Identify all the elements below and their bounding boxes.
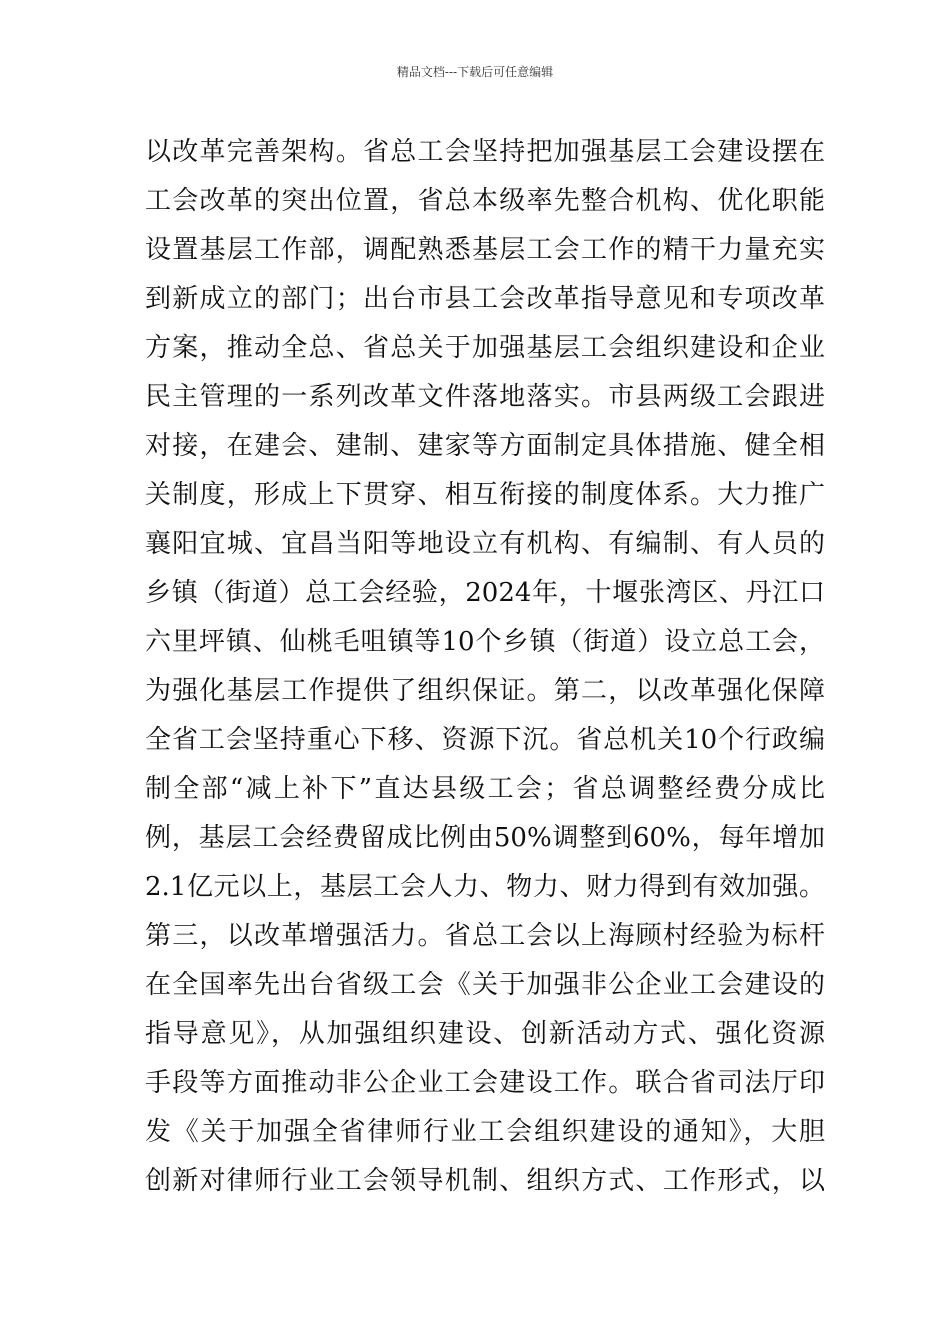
page-header: 精品文档---下载后可任意编辑: [396, 65, 554, 79]
text-line: 2.1亿元以上，基层工会人力、物力、财力得到有效加强。: [145, 872, 825, 902]
text-line: 制全部“减上补下”直达县级工会；省总调整经费分成比: [145, 774, 825, 804]
text-line: 例，基层工会经费留成比例由50%调整到60%，每年增加: [145, 823, 825, 853]
text-line: 手段等方面推动非公企业工会建设工作。联合省司法厅印: [145, 1068, 825, 1098]
text-line: 工会改革的突出位置，省总本级率先整合机构、优化职能: [145, 186, 825, 216]
text-line: 创新对律师行业工会领导机制、组织方式、工作形式，以: [145, 1166, 825, 1196]
text-line: 六里坪镇、仙桃毛咀镇等10个乡镇（街道）设立总工会，: [145, 627, 825, 657]
text-line: 民主管理的一系列改革文件落地落实。市县两级工会跟进: [145, 382, 825, 412]
text-line: 到新成立的部门；出台市县工会改革指导意见和专项改革: [145, 284, 825, 314]
text-line: 发《关于加强全省律师行业工会组织建设的通知》，大胆: [145, 1117, 825, 1147]
text-line: 设置基层工作部，调配熟悉基层工会工作的精干力量充实: [145, 235, 825, 265]
text-line: 对接，在建会、建制、建家等方面制定具体措施、健全相: [145, 431, 825, 461]
text-line: 为强化基层工作提供了组织保证。第二，以改革强化保障: [145, 676, 825, 706]
text-line: 全省工会坚持重心下移、资源下沉。省总机关10个行政编: [145, 725, 825, 755]
text-line: 襄阳宜城、宜昌当阳等地设立有机构、有编制、有人员的: [145, 529, 825, 559]
text-line: 以改革完善架构。省总工会坚持把加强基层工会建设摆在: [145, 137, 825, 167]
text-line: 第三，以改革增强活力。省总工会以上海顾村经验为标杆: [145, 921, 825, 951]
text-line: 关制度，形成上下贯穿、相互衔接的制度体系。大力推广: [145, 480, 825, 510]
body-text: [145, 128, 825, 1206]
text-line: 指导意见》，从加强组织建设、创新活动方式、强化资源: [145, 1019, 825, 1049]
text-line: 在全国率先出台省级工会《关于加强非公企业工会建设的: [145, 970, 825, 1000]
text-line: 方案，推动全总、省总关于加强基层工会组织建设和企业: [145, 333, 825, 363]
text-line: 乡镇（街道）总工会经验，2024年，十堰张湾区、丹江口: [145, 578, 825, 608]
